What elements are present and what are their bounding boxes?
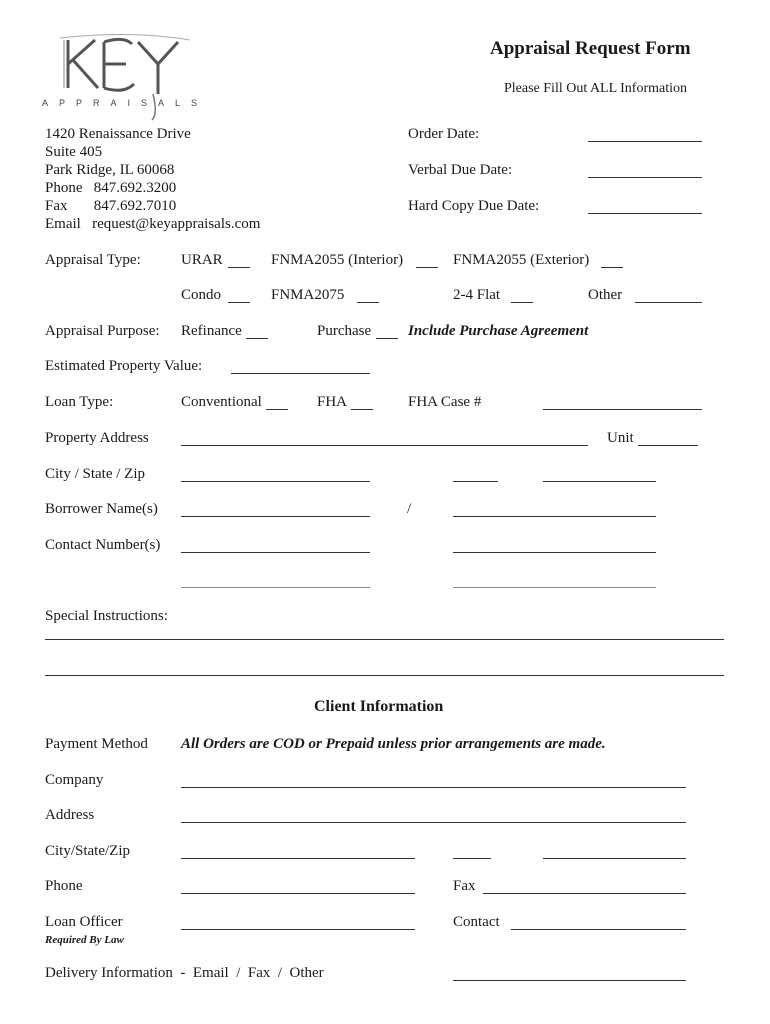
fnma2075-label: FNMA2075	[271, 287, 345, 303]
client-company-label: Company	[45, 772, 104, 788]
client-city-field[interactable]	[181, 858, 415, 859]
special-instructions-line-1[interactable]	[45, 639, 724, 640]
client-state-field[interactable]	[453, 858, 491, 859]
borrower-name-field-1[interactable]	[181, 516, 370, 517]
client-contact-label: Contact	[453, 914, 500, 930]
company-street: 1420 Renaissance Drive	[45, 126, 191, 142]
contact-number-field-1[interactable]	[181, 552, 370, 553]
special-instructions-label: Special Instructions:	[45, 608, 168, 624]
client-zip-field[interactable]	[543, 858, 686, 859]
fha-case-label: FHA Case #	[408, 394, 482, 410]
hard-copy-due-date-label: Hard Copy Due Date:	[408, 198, 540, 214]
estimated-value-field[interactable]	[231, 373, 370, 374]
order-date-label: Order Date:	[408, 126, 480, 142]
refinance-label: Refinance	[181, 323, 242, 339]
client-fax-label: Fax	[453, 878, 476, 894]
fha-label: FHA	[317, 394, 348, 410]
fnma2055-interior-checkbox[interactable]	[416, 267, 438, 268]
fha-case-field[interactable]	[543, 409, 702, 410]
purchase-label: Purchase	[317, 323, 372, 339]
loan-officer-field[interactable]	[181, 929, 415, 930]
estimated-value-label: Estimated Property Value:	[45, 358, 203, 374]
verbal-due-date-field[interactable]	[588, 177, 702, 178]
delivery-information-field[interactable]	[453, 980, 686, 981]
contact-number-field-3[interactable]	[181, 587, 370, 588]
borrower-separator: /	[407, 501, 412, 517]
company-suite: Suite 405	[45, 144, 103, 160]
client-phone-field[interactable]	[181, 893, 415, 894]
conventional-label: Conventional	[181, 394, 262, 410]
form-subtitle: Please Fill Out ALL Information	[504, 81, 688, 96]
payment-method-note: All Orders are COD or Prepaid unless prior arrangements are made.	[181, 736, 606, 752]
condo-checkbox[interactable]	[228, 302, 250, 303]
property-state-field[interactable]	[453, 481, 498, 482]
company-fax: Fax 847.692.7010	[45, 198, 177, 214]
payment-method-label: Payment Method	[45, 736, 148, 752]
key-appraisals-logo	[40, 34, 210, 124]
borrower-name-field-2[interactable]	[453, 516, 656, 517]
contact-number-label: Contact Number(s)	[45, 537, 161, 553]
client-address-label: Address	[45, 807, 95, 823]
two-four-flat-label: 2-4 Flat	[453, 287, 501, 303]
order-date-field[interactable]	[588, 141, 702, 142]
fnma2075-checkbox[interactable]	[357, 302, 379, 303]
company-city: Park Ridge, IL 60068	[45, 162, 175, 178]
client-company-field[interactable]	[181, 787, 686, 788]
unit-field[interactable]	[638, 445, 698, 446]
refinance-checkbox[interactable]	[246, 338, 268, 339]
fnma2055-interior-label: FNMA2055 (Interior)	[271, 252, 404, 268]
appraisal-purpose-label: Appraisal Purpose:	[45, 323, 160, 339]
purchase-checkbox[interactable]	[376, 338, 398, 339]
contact-number-field-4[interactable]	[453, 587, 656, 588]
property-address-label: Property Address	[45, 430, 149, 446]
company-email: Email request@keyappraisals.com	[45, 216, 261, 232]
company-phone: Phone 847.692.3200	[45, 180, 177, 196]
urar-checkbox[interactable]	[228, 267, 250, 268]
logo-subtext: APPRAISALS	[42, 98, 209, 108]
loan-type-label: Loan Type:	[45, 394, 114, 410]
special-instructions-line-2[interactable]	[45, 675, 724, 676]
other-type-label: Other	[588, 287, 623, 303]
urar-label: URAR	[181, 252, 223, 268]
property-city-field[interactable]	[181, 481, 370, 482]
hard-copy-due-date-field[interactable]	[588, 213, 702, 214]
client-city-state-zip-label: City/State/Zip	[45, 843, 130, 859]
two-four-flat-checkbox[interactable]	[511, 302, 533, 303]
other-type-field[interactable]	[635, 302, 702, 303]
form-title: Appraisal Request Form	[490, 38, 691, 59]
client-phone-label: Phone	[45, 878, 83, 894]
condo-label: Condo	[181, 287, 222, 303]
fha-checkbox[interactable]	[351, 409, 373, 410]
fnma2055-exterior-label: FNMA2055 (Exterior)	[453, 252, 590, 268]
property-city-state-zip-label: City / State / Zip	[45, 466, 145, 482]
purchase-agreement-note: Include Purchase Agreement	[408, 323, 589, 339]
client-fax-field[interactable]	[483, 893, 686, 894]
property-address-field[interactable]	[181, 445, 588, 446]
client-address-field[interactable]	[181, 822, 686, 823]
delivery-information-label: Delivery Information - Email / Fax / Other	[45, 965, 324, 981]
client-contact-field[interactable]	[511, 929, 686, 930]
verbal-due-date-label: Verbal Due Date:	[408, 162, 513, 178]
fnma2055-exterior-checkbox[interactable]	[601, 267, 623, 268]
contact-number-field-2[interactable]	[453, 552, 656, 553]
unit-label: Unit	[607, 430, 634, 446]
property-zip-field[interactable]	[543, 481, 656, 482]
appraisal-type-label: Appraisal Type:	[45, 252, 141, 268]
borrower-name-label: Borrower Name(s)	[45, 501, 158, 517]
required-by-law-note: Required By Law	[45, 934, 124, 946]
loan-officer-label: Loan Officer	[45, 914, 123, 930]
client-information-title: Client Information	[314, 698, 444, 715]
conventional-checkbox[interactable]	[266, 409, 288, 410]
